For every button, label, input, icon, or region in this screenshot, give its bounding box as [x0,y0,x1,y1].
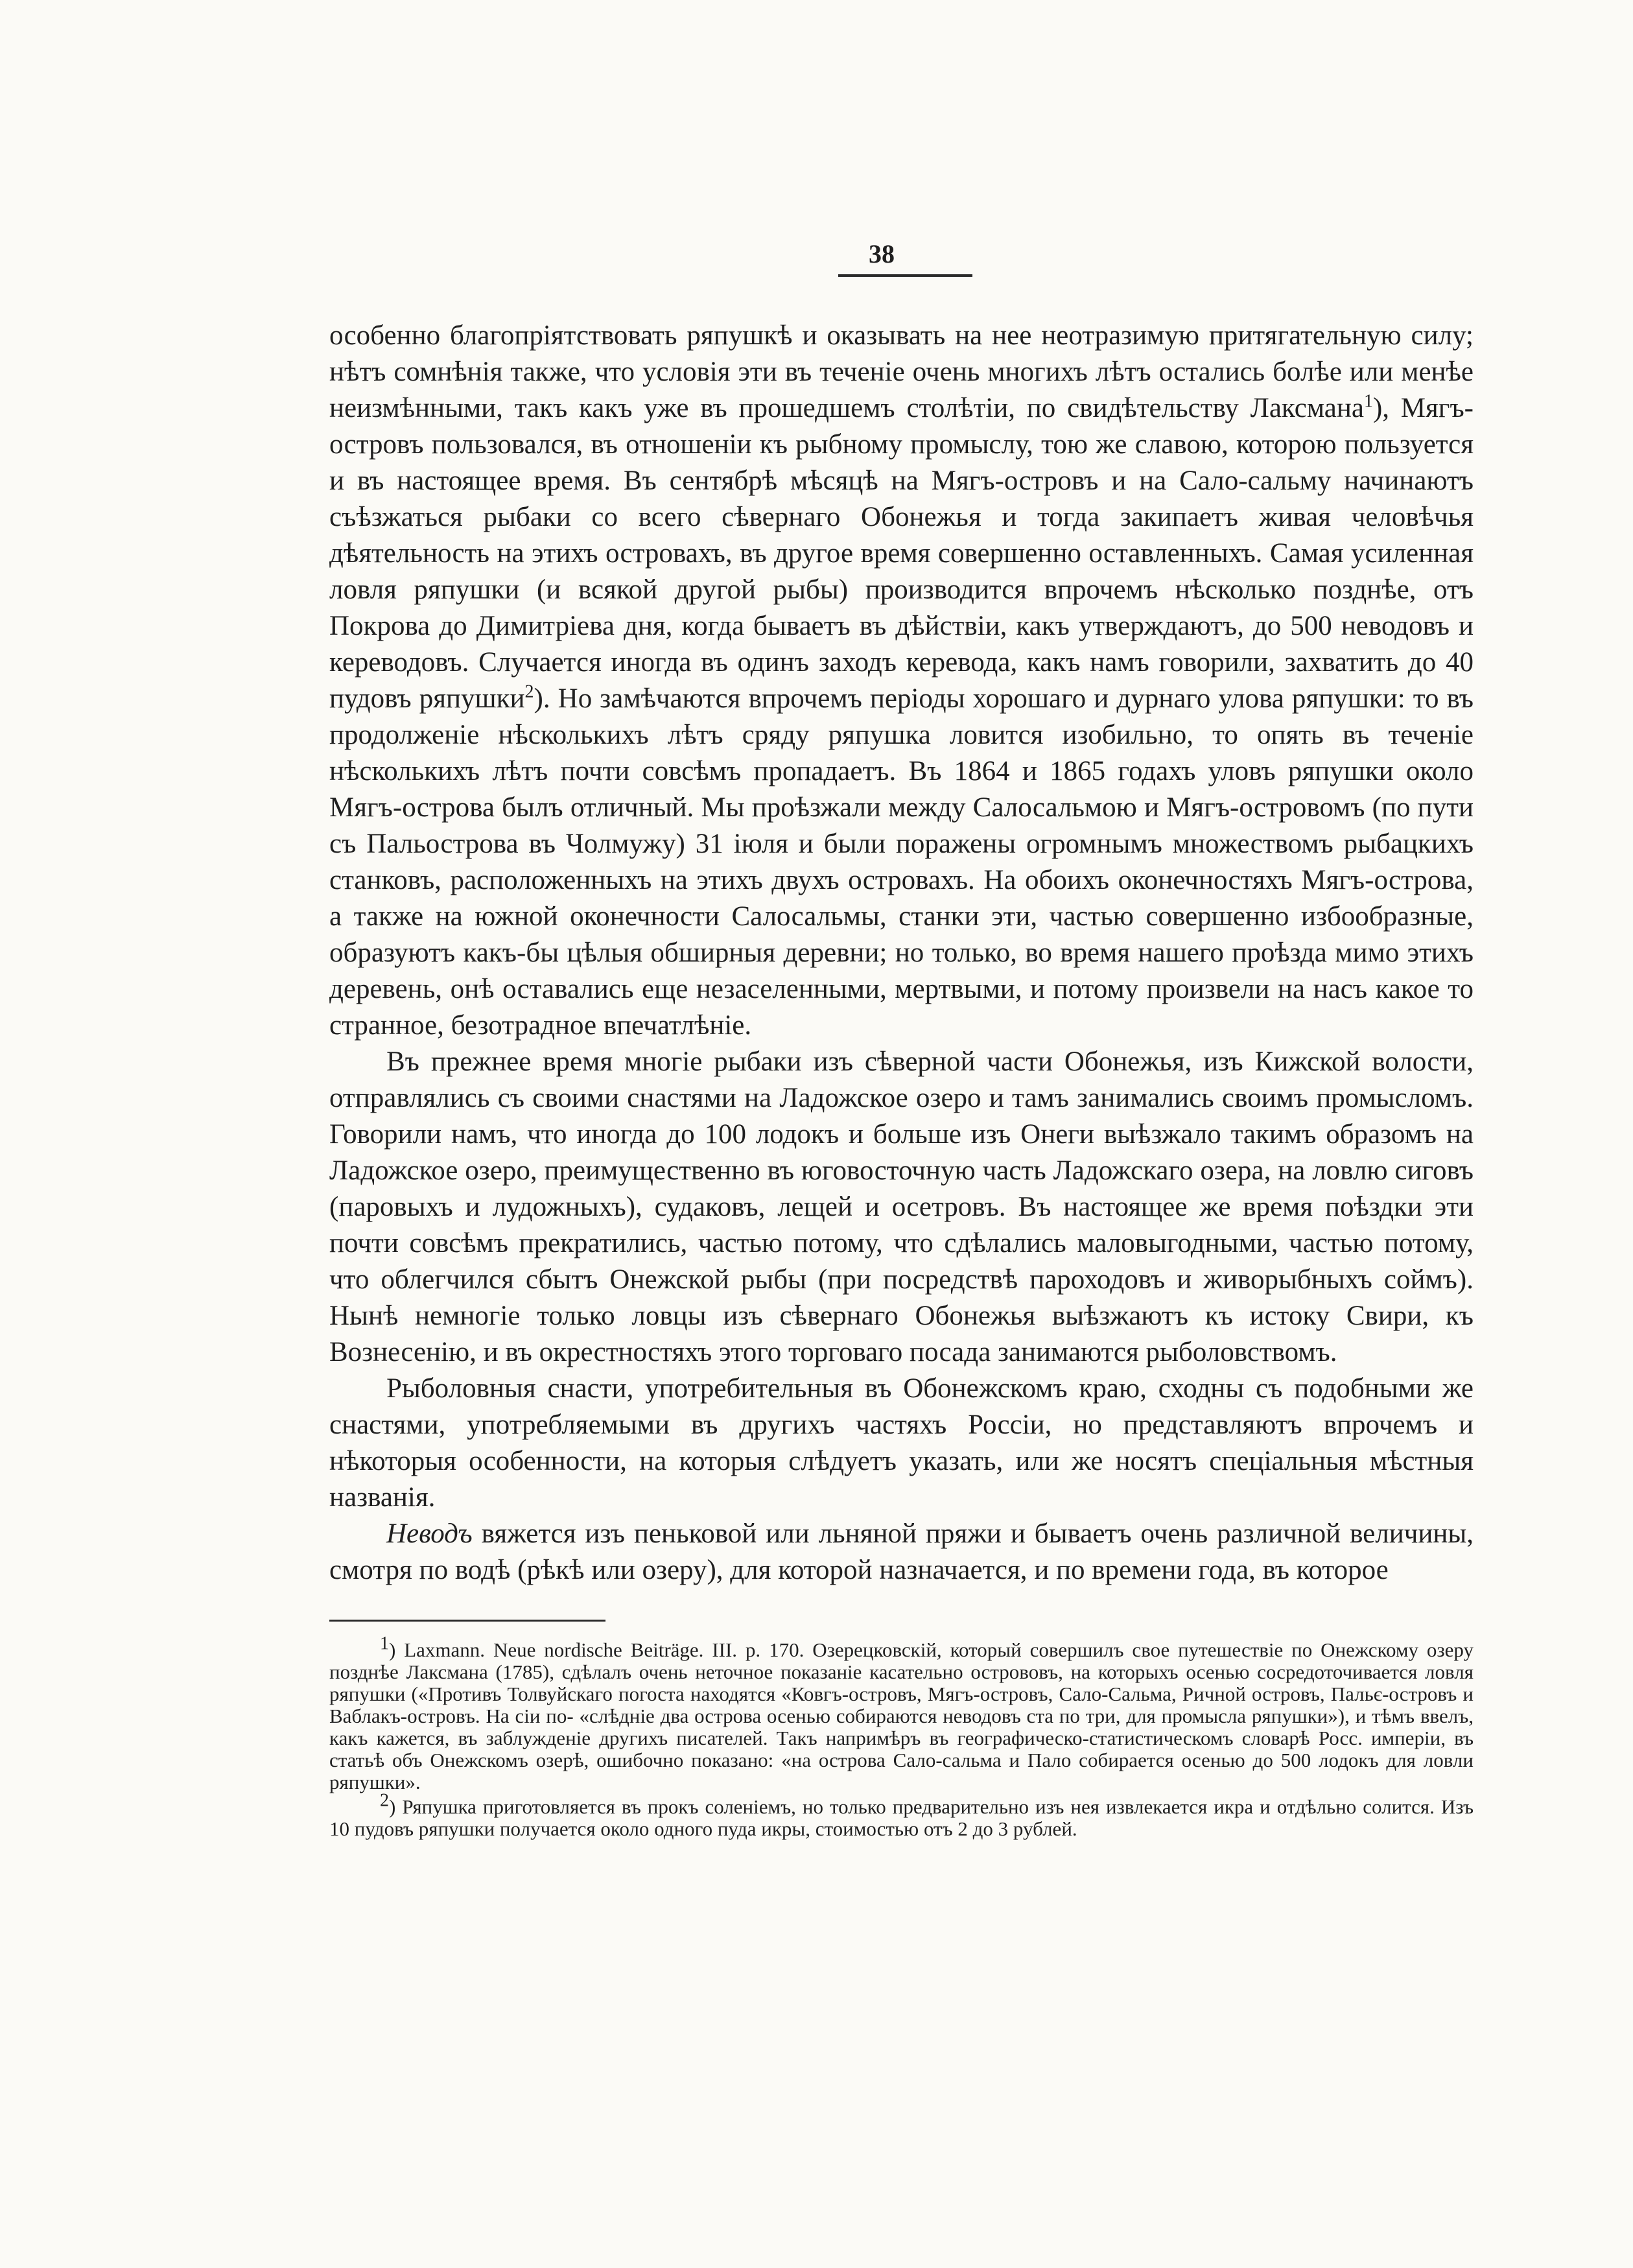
footnote: 1) Laxmann. Neue nordische Beiträge. III. p. 170. Озерецковскій, который совершилъ свое путешествіе по Онежскому озеру позднѣе Лаксмана (1785), сдѣлалъ очень неточное показаніе касательно острововъ, на которыхъ осенью сосредоточивается ловля ряпушки («Противъ Толвуйскаго погоста находятся «Ковгъ-островъ, Мягъ-островъ, Сало-Сальма, Ричной островъ, Пальє-островъ и Ваблакъ-островъ. На сіи по- «слѣдніе два острова осенью собираются неводовъ ста по три, для промысла ряпушки»), и тѣмъ ввелъ, какъ кажется, въ заблужденіе другихъ писателей. Такъ напримѣръ въ географическо-статистическомъ словарѣ Росс. имперіи, въ статьѣ объ Онежскомъ озерѣ, ошибочно показано: «на острова Сало-сальма и Пало собирается осенью до 500 лодокъ для ловли ряпушки». [329,1633,1474,1793]
footnote-rule [329,1620,605,1622]
paragraph-text: Въ прежнее время многіе рыбаки изъ сѣверной части Обонежья, изъ Кижской волости, отправлялись съ своими снастями на Ладожское озеро и тамъ занимались своимъ промысломъ. Говорили намъ, что иногда до 100 лодокъ и больше изъ Онеги выѣзжало такимъ образомъ на Ладожское озеро, преимущественно въ юговосточную часть Ладожскаго озера, на ловлю сиговъ (паровыхъ и лудожныхъ), судаковъ, лещей и осетровъ. Въ настоящее же время поѣздки эти почти совсѣмъ прекратились, частью потому, что сдѣлались маловыгодными, частью потому, что облегчился сбытъ Онежской рыбы (при посредствѣ пароходовъ и живорыбныхъ соймъ). Нынѣ немногіе только ловцы изъ сѣвернаго Обонежья выѣзжаютъ къ истоку Свири, къ Вознесенію, и въ окрестностяхъ этого торговаго посада занимаются рыболовствомъ. [329,1046,1474,1367]
footnote: 2) Ряпушка приготовляется въ прокъ соленіемъ, но только предварительно изъ нея извлекается икра и отдѣльно солится. Изъ 10 пудовъ ряпушки получается около одного пуда икры, стоимостью отъ 2 до 3 рублей. [329,1790,1474,1840]
footnote-text: Laxmann. Neue nordische Beiträge. III. p. 170. Озерецковскій, который совершилъ свое путешествіе по Онежскому озеру позднѣе Лаксмана (1785), сдѣлалъ очень неточное показаніе касательно острововъ, на которыхъ осенью сосредоточивается ловля ряпушки («Противъ Толвуйскаго погоста находятся «Ковгъ-островъ, Мягъ-островъ, Сало-Сальма, Ричной островъ, Пальє-островъ и Ваблакъ-островъ. На сіи по- «слѣдніе два острова осенью собираются неводовъ ста по три, для промысла ряпушки»), и тѣмъ ввелъ, какъ кажется, въ заблужденіе другихъ писателей. Такъ напримѣръ въ географическо-статистическомъ словарѣ Росс. имперіи, въ статьѣ объ Онежскомъ озерѣ, ошибочно показано: «на острова Сало-сальма и Пало собирается осенью до 500 лодокъ для ловли ряпушки». [329,1638,1474,1793]
footnote-mark: 1 [380,1633,389,1654]
paragraph-text: Рыболовныя снасти, употребительныя въ Обонежскомъ краю, сходны съ подобными же снастями, употребляемыми въ другихъ частяхъ Россіи, но представляютъ впрочемъ и нѣкоторыя особенности, на которыя слѣдуетъ указать, или же носятъ спеціальныя мѣстныя названія. [329,1373,1474,1513]
paragraph-text: ). Но замѣчаются впрочемъ періоды хорошаго и дурнаго улова ряпушки: то въ продолженіе нѣсколькихъ лѣтъ сряду ряпушка ловится изобильно, то опять въ теченіе нѣсколькихъ лѣтъ почти совсѣмъ пропадаетъ. Въ 1864 и 1865 годахъ уловъ ряпушки около Мягъ-острова былъ отличный. Мы проѣзжали между Салосальмою и Мягъ-островомъ (по пути съ Пальострова въ Чолмужу) 31 іюля и были поражены огромнымъ множествомъ рыбацкихъ станковъ, расположенныхъ на этихъ двухъ островахъ. На обоихъ оконечностяхъ Мягъ-острова, а также на южной оконечности Салосальмы, станки эти, частью совершенно избообразные, образуютъ какъ-бы цѣлыя обширныя деревни; но только, во время нашего проѣзда мимо этихъ деревень, онѣ оставались еще незаселенными, мертвыми, и потому произвели на насъ какое то странное, безотрадное впечатлѣніе. [329,683,1474,1041]
footnote-reference: 2 [524,681,534,702]
paragraph-text: ), Мягъ-островъ пользовался, въ отношеніи къ рыбному промыслу, тою же славою, которою пользуется и въ настоящее время. Въ сентябрѣ мѣсяцѣ на Мягъ-островъ и на Сало-сальму начинаютъ съѣзжаться рыбаки со всего сѣвернаго Обонежья и тогда закипаетъ живая человѣчья дѣятельность на этихъ островахъ, въ другое время совершенно оставленныхъ. Самая усиленная ловля ряпушки (и всякой другой рыбы) производится впрочемъ нѣсколько позднѣе, отъ Покрова до Димитріева дня, когда бываетъ въ дѣйствіи, какъ утверждаютъ, до 500 неводовъ и кереводовъ. Случается иногда въ одинъ заходъ керевода, какъ намъ говорили, захватить до 40 пудовъ ряпушки [329,393,1474,714]
paragraph [329,318,1474,1044]
paragraph-text: особенно благопріятствовать ряпушкѣ и оказывать на нее неотразимую притягательную силу; нѣтъ сомнѣнія также, что условія эти въ теченіе очень многихъ лѣтъ остались болѣе или менѣе неизмѣнными, такъ какъ уже въ прошедшемъ столѣтіи, по свидѣтельству Лаксмана [329,320,1474,423]
page-number: 38 [869,239,895,268]
footnote-text: Ряпушка приготовляется въ прокъ соленіемъ, но только предварительно изъ нея извлекается икра и отдѣльно солится. Изъ 10 пудовъ ряпушки получается около одного пуда икры, стоимостью отъ 2 до 3 рублей. [329,1795,1474,1840]
footnote-mark: 2 [380,1790,389,1811]
term-italic: Неводъ [386,1518,473,1549]
header-rule [838,274,972,277]
footnote-reference: 1 [1363,391,1373,412]
footnotes [329,1633,1474,1840]
paragraph [329,1044,1474,1371]
paragraph [329,1516,1474,1589]
body-text [329,318,1474,1589]
paragraph-text: вяжется изъ пеньковой или льняной пряжи и бываетъ очень различной величины, смотря по водѣ (рѣкѣ или озеру), для которой назначается, и по времени года, въ которое [329,1518,1474,1585]
paragraph [329,1371,1474,1516]
